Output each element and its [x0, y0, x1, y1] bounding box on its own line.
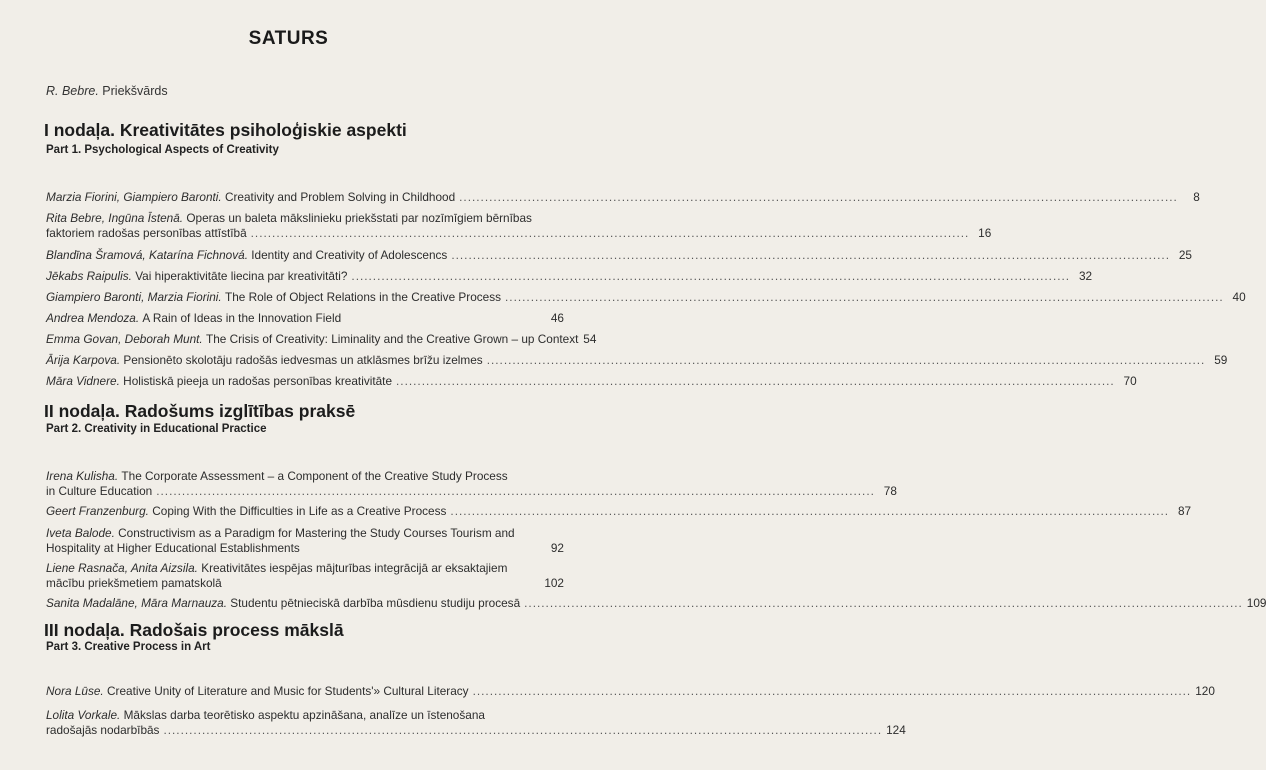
page-number: 25	[1178, 248, 1192, 262]
page-number: 92	[550, 541, 564, 555]
part-1-title: I nodaļa. Kreativitātes psiholoģiskie aspekti	[44, 120, 407, 140]
foreword-title: Priekšvārds	[102, 84, 168, 98]
page-number: 87	[1177, 504, 1192, 518]
leader-dots	[156, 484, 875, 499]
leader-dots	[459, 190, 1178, 205]
entry-title: Coping With the Difficulties in Life as a Creative Process	[152, 504, 447, 518]
leader-dots	[251, 226, 970, 241]
toc-entry	[46, 332, 597, 347]
toc-entry	[46, 526, 564, 556]
entry-author: Liene Rasnača, Anita Aizsila.	[46, 561, 198, 575]
part-3-subtitle: Part 3. Creative Process in Art	[46, 641, 211, 653]
leader-dots	[396, 374, 1115, 389]
entry-author: Andrea Mendoza.	[46, 311, 140, 325]
toc-entry	[46, 190, 1200, 205]
foreword-author: R. Bebre.	[46, 84, 99, 98]
page-number: 16	[978, 226, 992, 240]
entry-title: Creativity and Problem Solving in Childhood	[224, 190, 456, 204]
entry-title: The Role of Object Relations in the Creative Process	[224, 290, 502, 304]
toc-entry	[46, 211, 992, 241]
leader-dots	[451, 248, 1170, 263]
entry-author: Blandīna Šramová, Katarína Fichnová.	[46, 248, 248, 262]
entry-title: Kreativitātes iespējas mājturības integrācijā ar eksaktajiem	[201, 561, 508, 575]
toc-entry	[46, 353, 1228, 368]
page-number: 8	[1193, 190, 1200, 204]
leader-dots	[487, 353, 1206, 368]
entry-author: Sanita Madalāne, Māra Marnauza.	[46, 596, 227, 610]
entry-author: Iveta Balode.	[46, 526, 115, 540]
entry-title: Constructivism as a Paradigm for Mastering the Study Courses Tourism and	[118, 526, 515, 540]
entry-author: Rita Bebre, Ingūna Īstenā.	[46, 211, 184, 225]
page-number: 120	[1195, 684, 1215, 698]
page-number: 32	[1078, 269, 1093, 283]
entry-title: Creative Unity of Literature and Music for Students'» Cultural Literacy	[107, 684, 469, 698]
entry-author: Marzia Fiorini, Giampiero Baronti.	[46, 190, 222, 204]
entry-title: Holistiskā pieeja un radošas personības kreativitāte	[123, 374, 393, 388]
entry-author: Ārija Karpova.	[46, 353, 121, 367]
entry-title: The Corporate Assessment – a Component of the Creative Study Process	[121, 469, 508, 483]
entry-author: Geert Franzenburg.	[46, 504, 149, 518]
page-title: SATURS	[248, 28, 329, 49]
entry-title: Vai hiperaktivitāte liecina par kreativitāti?	[135, 269, 348, 283]
page-number: 70	[1123, 374, 1137, 388]
part-2-subtitle: Part 2. Creativity in Educational Practice	[46, 423, 267, 435]
part-1-subtitle: Part 1. Psychological Aspects of Creativity	[46, 144, 279, 156]
toc-entry	[46, 708, 906, 738]
page-number: 78	[883, 484, 897, 498]
entry-title: Mākslas darba teorētisko aspektu apzināšana, analīze un īstenošana	[123, 708, 485, 722]
entry-author: Giampiero Baronti, Marzia Fiorini.	[46, 290, 222, 304]
toc-entry	[46, 269, 1093, 284]
leader-dots	[351, 269, 1070, 284]
leader-dots	[524, 596, 1243, 611]
entry-author: Māra Vidnere.	[46, 374, 120, 388]
entry-author: Irena Kulisha.	[46, 469, 119, 483]
entry-author: Jēkabs Raipulis.	[46, 269, 132, 283]
entry-title-cont: mācību priekšmetiem pamatskolā	[46, 576, 222, 590]
page-number: 54	[583, 332, 597, 346]
page-number: 40	[1232, 290, 1246, 304]
page-number: 102	[544, 576, 564, 590]
toc-entry	[46, 248, 1192, 263]
entry-title-cont: faktoriem radošas personības attīstībā	[46, 226, 247, 240]
toc-entry	[46, 504, 1192, 519]
page-number: 59	[1214, 353, 1228, 367]
toc-entry	[46, 561, 564, 591]
entry-title: Pensionēto skolotāju radošās iedvesmas un atklāsmes brīžu izelmes	[123, 353, 483, 367]
entry-title-cont: Hospitality at Higher Educational Establishments	[46, 541, 300, 555]
foreword-entry	[46, 84, 168, 98]
toc-entry	[46, 311, 564, 326]
entry-title: Operas un baleta mākslinieku priekšstati par nozīmīgiem bērnības	[186, 211, 532, 225]
entry-title-cont: radošajās nodarbībās	[46, 723, 160, 737]
toc-entry	[46, 290, 1246, 305]
toc-entry	[46, 469, 897, 499]
entry-title: Identity and Creativity of Adolescencs	[251, 248, 448, 262]
leader-dots	[473, 684, 1192, 699]
part-2-title: II nodaļa. Radošums izglītības praksē	[44, 401, 356, 421]
entry-title: A Rain of Ideas in the Innovation Field	[142, 311, 342, 325]
leader-dots	[505, 290, 1224, 305]
page-number: 46	[550, 311, 564, 325]
toc-entry	[46, 684, 1215, 699]
toc-entry	[46, 374, 1137, 389]
part-3-title: III nodaļa. Radošais process mākslā	[44, 620, 344, 640]
entry-author: Nora Lūse.	[46, 684, 104, 698]
entry-author: Emma Govan, Deborah Munt.	[46, 332, 203, 346]
entry-title-cont: in Culture Education	[46, 484, 153, 498]
entry-title: The Crisis of Creativity: Liminality and the Creative Grown – up Context	[206, 332, 579, 346]
leader-dots	[163, 723, 882, 738]
toc-entry	[46, 596, 1266, 611]
entry-title: Studentu pētnieciskā darbība mūsdienu studiju procesā	[230, 596, 521, 610]
page-number: 109	[1246, 596, 1266, 610]
leader-dots	[450, 504, 1169, 519]
page-number: 124	[886, 723, 906, 737]
entry-author: Lolita Vorkale.	[46, 708, 121, 722]
